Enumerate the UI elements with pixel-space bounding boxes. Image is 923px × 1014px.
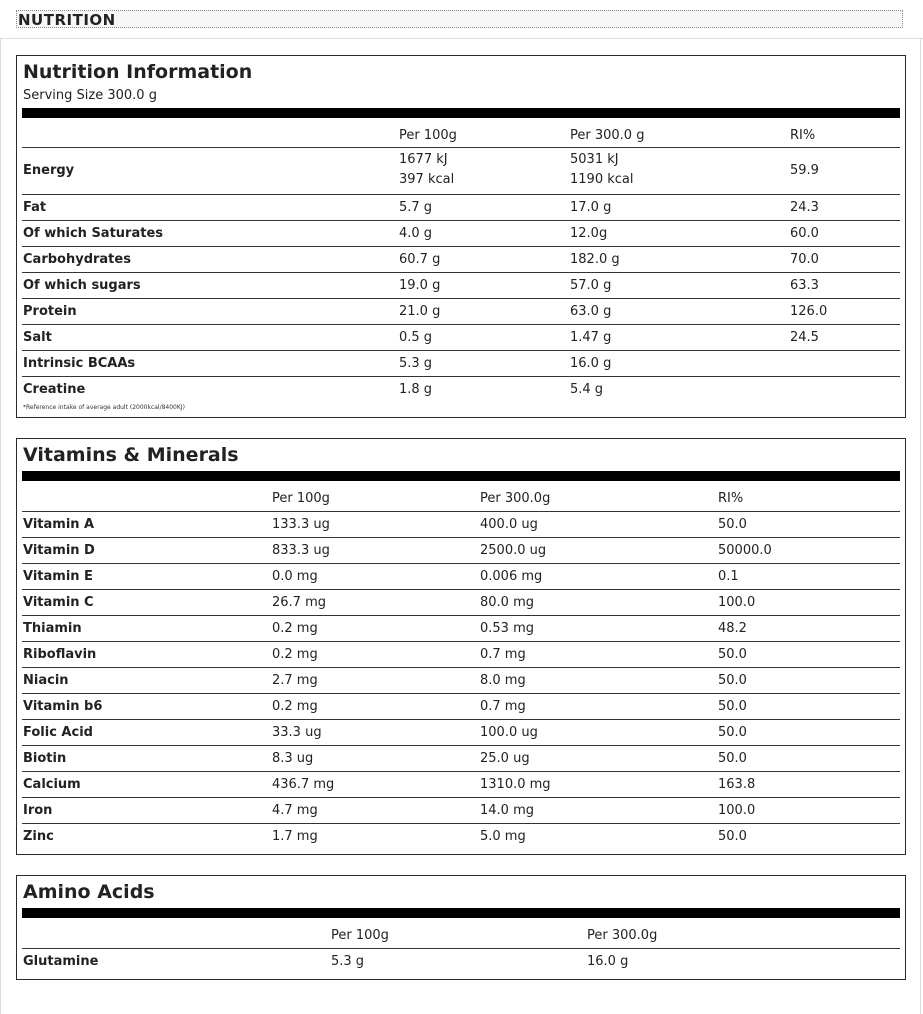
col-header-ri: RI% — [790, 128, 816, 143]
col-header-per100: Per 100g — [272, 491, 330, 506]
nutrition-row — [22, 195, 900, 221]
per-serving-value: 0.006 mg — [480, 569, 543, 584]
nutrition-tab[interactable] — [16, 10, 903, 28]
per-serving-value: 14.0 mg — [480, 803, 534, 818]
ri-value: 100.0 — [718, 595, 756, 610]
vitamin-label: Vitamin b6 — [23, 699, 103, 714]
per100-value: 2.7 mg — [272, 673, 318, 688]
per100-value: 5.7 g — [399, 200, 433, 215]
nutrient-label: Salt — [23, 330, 52, 345]
vitamins-panel-title: Vitamins & Minerals — [23, 444, 239, 466]
amino-acids-panel — [16, 875, 906, 980]
per100-value: 0.2 mg — [272, 621, 318, 636]
reference-intake-footnote: *Reference intake of average adult (2000kcal/8400KJ) — [23, 404, 185, 411]
ri-value: 0.1 — [718, 569, 739, 584]
nutrition-header-row — [22, 118, 900, 148]
per-serving-value: 16.0 g — [587, 954, 629, 969]
per-serving-value: 57.0 g — [570, 278, 612, 293]
per-serving-value: 0.7 mg — [480, 647, 526, 662]
col-header-ri: RI% — [718, 491, 744, 506]
nutrient-label: Of which sugars — [23, 278, 141, 293]
per100-value: 5.3 g — [399, 356, 433, 371]
ri-value: 50.0 — [718, 829, 747, 844]
nutrition-row — [22, 325, 900, 351]
vitamin-label: Iron — [23, 803, 53, 818]
vitamins-header-bar — [22, 471, 900, 481]
nutrition-row — [22, 377, 900, 402]
vitamin-label: Folic Acid — [23, 725, 93, 740]
vitamin-label: Thiamin — [23, 621, 82, 636]
vitamin-row — [22, 512, 900, 538]
per100-value: 0.2 mg — [272, 647, 318, 662]
per-serving-value: 1310.0 mg — [480, 777, 551, 792]
nutrient-label: Intrinsic BCAAs — [23, 356, 136, 371]
vitamin-label: Niacin — [23, 673, 69, 688]
ri-value: 126.0 — [790, 304, 828, 319]
nutrient-label: Of which Saturates — [23, 226, 163, 241]
nutrient-label: Carbohydrates — [23, 252, 131, 267]
per-serving-value: 17.0 g — [570, 200, 612, 215]
ri-value: 70.0 — [790, 252, 819, 267]
tab-divider — [0, 38, 923, 39]
ri-value: 50.0 — [718, 647, 747, 662]
per-serving-value: 5.4 g — [570, 382, 604, 397]
ri-value: 50.0 — [718, 673, 747, 688]
vitamin-label: Vitamin D — [23, 543, 95, 558]
per100-value: 133.3 ug — [272, 517, 330, 532]
vitamin-row — [22, 720, 900, 746]
per-serving-value: 1.47 g — [570, 330, 612, 345]
per100-value: 833.3 ug — [272, 543, 330, 558]
per-serving-value: 25.0 ug — [480, 751, 530, 766]
amino-panel-title: Amino Acids — [23, 881, 155, 903]
per100-value: 0.2 mg — [272, 699, 318, 714]
per-serving-value: 100.0 ug — [480, 725, 538, 740]
vitamin-label: Vitamin C — [23, 595, 94, 610]
nutrition-row — [22, 273, 900, 299]
vitamin-label: Vitamin A — [23, 517, 95, 532]
ri-value: 50.0 — [718, 725, 747, 740]
nutrition-panel-title: Nutrition Information — [23, 61, 253, 83]
vitamin-row — [22, 694, 900, 720]
ri-value: 24.3 — [790, 200, 819, 215]
vitamin-row — [22, 616, 900, 642]
per-serving-value: 63.0 g — [570, 304, 612, 319]
vitamin-row — [22, 590, 900, 616]
amino-label: Glutamine — [23, 954, 99, 969]
per100-value: 21.0 g — [399, 304, 441, 319]
energy-per100-kcal: 397 kcal — [399, 172, 455, 187]
vitamin-row — [22, 772, 900, 798]
per100-value: 4.7 mg — [272, 803, 318, 818]
vitamins-header-row — [22, 481, 900, 512]
per-serving-value: 80.0 mg — [480, 595, 534, 610]
energy-per-serving-kj: 5031 kJ — [570, 152, 619, 167]
per100-value: 26.7 mg — [272, 595, 326, 610]
content-frame-left-border — [0, 38, 1, 1014]
nutrition-information-panel — [16, 55, 906, 418]
per-serving-value: 5.0 mg — [480, 829, 526, 844]
ri-value: 100.0 — [718, 803, 756, 818]
per100-value: 1.7 mg — [272, 829, 318, 844]
col-header-per-serving: Per 300.0g — [587, 928, 658, 943]
vitamin-label: Biotin — [23, 751, 67, 766]
energy-ri: 59.9 — [790, 163, 819, 178]
ri-value: 63.3 — [790, 278, 819, 293]
per100-value: 436.7 mg — [272, 777, 335, 792]
per-serving-value: 12.0g — [570, 226, 608, 241]
nutrition-row-energy — [22, 148, 900, 195]
per100-value: 1.8 g — [399, 382, 433, 397]
per-serving-value: 2500.0 ug — [480, 543, 547, 558]
col-header-per100: Per 100g — [399, 128, 457, 143]
nutrient-label: Fat — [23, 200, 47, 215]
nutrition-header-bar — [22, 108, 900, 118]
per-serving-value: 0.7 mg — [480, 699, 526, 714]
ri-value: 163.8 — [718, 777, 756, 792]
ri-value: 50.0 — [718, 751, 747, 766]
per100-value: 0.5 g — [399, 330, 433, 345]
per-serving-value: 8.0 mg — [480, 673, 526, 688]
per100-value: 19.0 g — [399, 278, 441, 293]
per100-value: 60.7 g — [399, 252, 441, 267]
per-serving-value: 0.53 mg — [480, 621, 534, 636]
per100-value: 0.0 mg — [272, 569, 318, 584]
amino-row — [22, 949, 900, 974]
vitamin-row — [22, 746, 900, 772]
col-header-per-serving: Per 300.0g — [480, 491, 551, 506]
nutrient-label: Protein — [23, 304, 77, 319]
per100-value: 33.3 ug — [272, 725, 322, 740]
per100-value: 5.3 g — [331, 954, 365, 969]
nutrient-label: Energy — [23, 163, 75, 178]
per-serving-value: 16.0 g — [570, 356, 612, 371]
nutrition-row — [22, 221, 900, 247]
vitamins-minerals-panel — [16, 438, 906, 855]
nutrition-tab-label: NUTRITION — [18, 11, 116, 29]
serving-size: Serving Size 300.0 g — [23, 88, 157, 103]
vitamin-row — [22, 642, 900, 668]
per100-value: 4.0 g — [399, 226, 433, 241]
vitamin-row — [22, 564, 900, 590]
vitamin-label: Riboflavin — [23, 647, 97, 662]
vitamin-row — [22, 824, 900, 849]
nutrient-label: Creatine — [23, 382, 86, 397]
vitamin-label: Calcium — [23, 777, 81, 792]
energy-per-serving-kcal: 1190 kcal — [570, 172, 634, 187]
col-header-per100: Per 100g — [331, 928, 389, 943]
amino-header-row — [22, 918, 900, 949]
per-serving-value: 182.0 g — [570, 252, 620, 267]
vitamin-label: Zinc — [23, 829, 54, 844]
nutrition-row — [22, 247, 900, 273]
nutrition-row — [22, 299, 900, 325]
ri-value: 60.0 — [790, 226, 819, 241]
vitamin-row — [22, 798, 900, 824]
content-frame-right-border — [920, 38, 921, 1014]
nutrition-row — [22, 351, 900, 377]
ri-value: 50.0 — [718, 699, 747, 714]
per-serving-value: 400.0 ug — [480, 517, 538, 532]
ri-value: 50.0 — [718, 517, 747, 532]
col-header-per-serving: Per 300.0 g — [570, 128, 645, 143]
ri-value: 24.5 — [790, 330, 819, 345]
ri-value: 50000.0 — [718, 543, 772, 558]
vitamin-row — [22, 668, 900, 694]
amino-header-bar — [22, 908, 900, 918]
per100-value: 8.3 ug — [272, 751, 314, 766]
vitamin-row — [22, 538, 900, 564]
energy-per100-kj: 1677 kJ — [399, 152, 448, 167]
vitamin-label: Vitamin E — [23, 569, 93, 584]
ri-value: 48.2 — [718, 621, 747, 636]
